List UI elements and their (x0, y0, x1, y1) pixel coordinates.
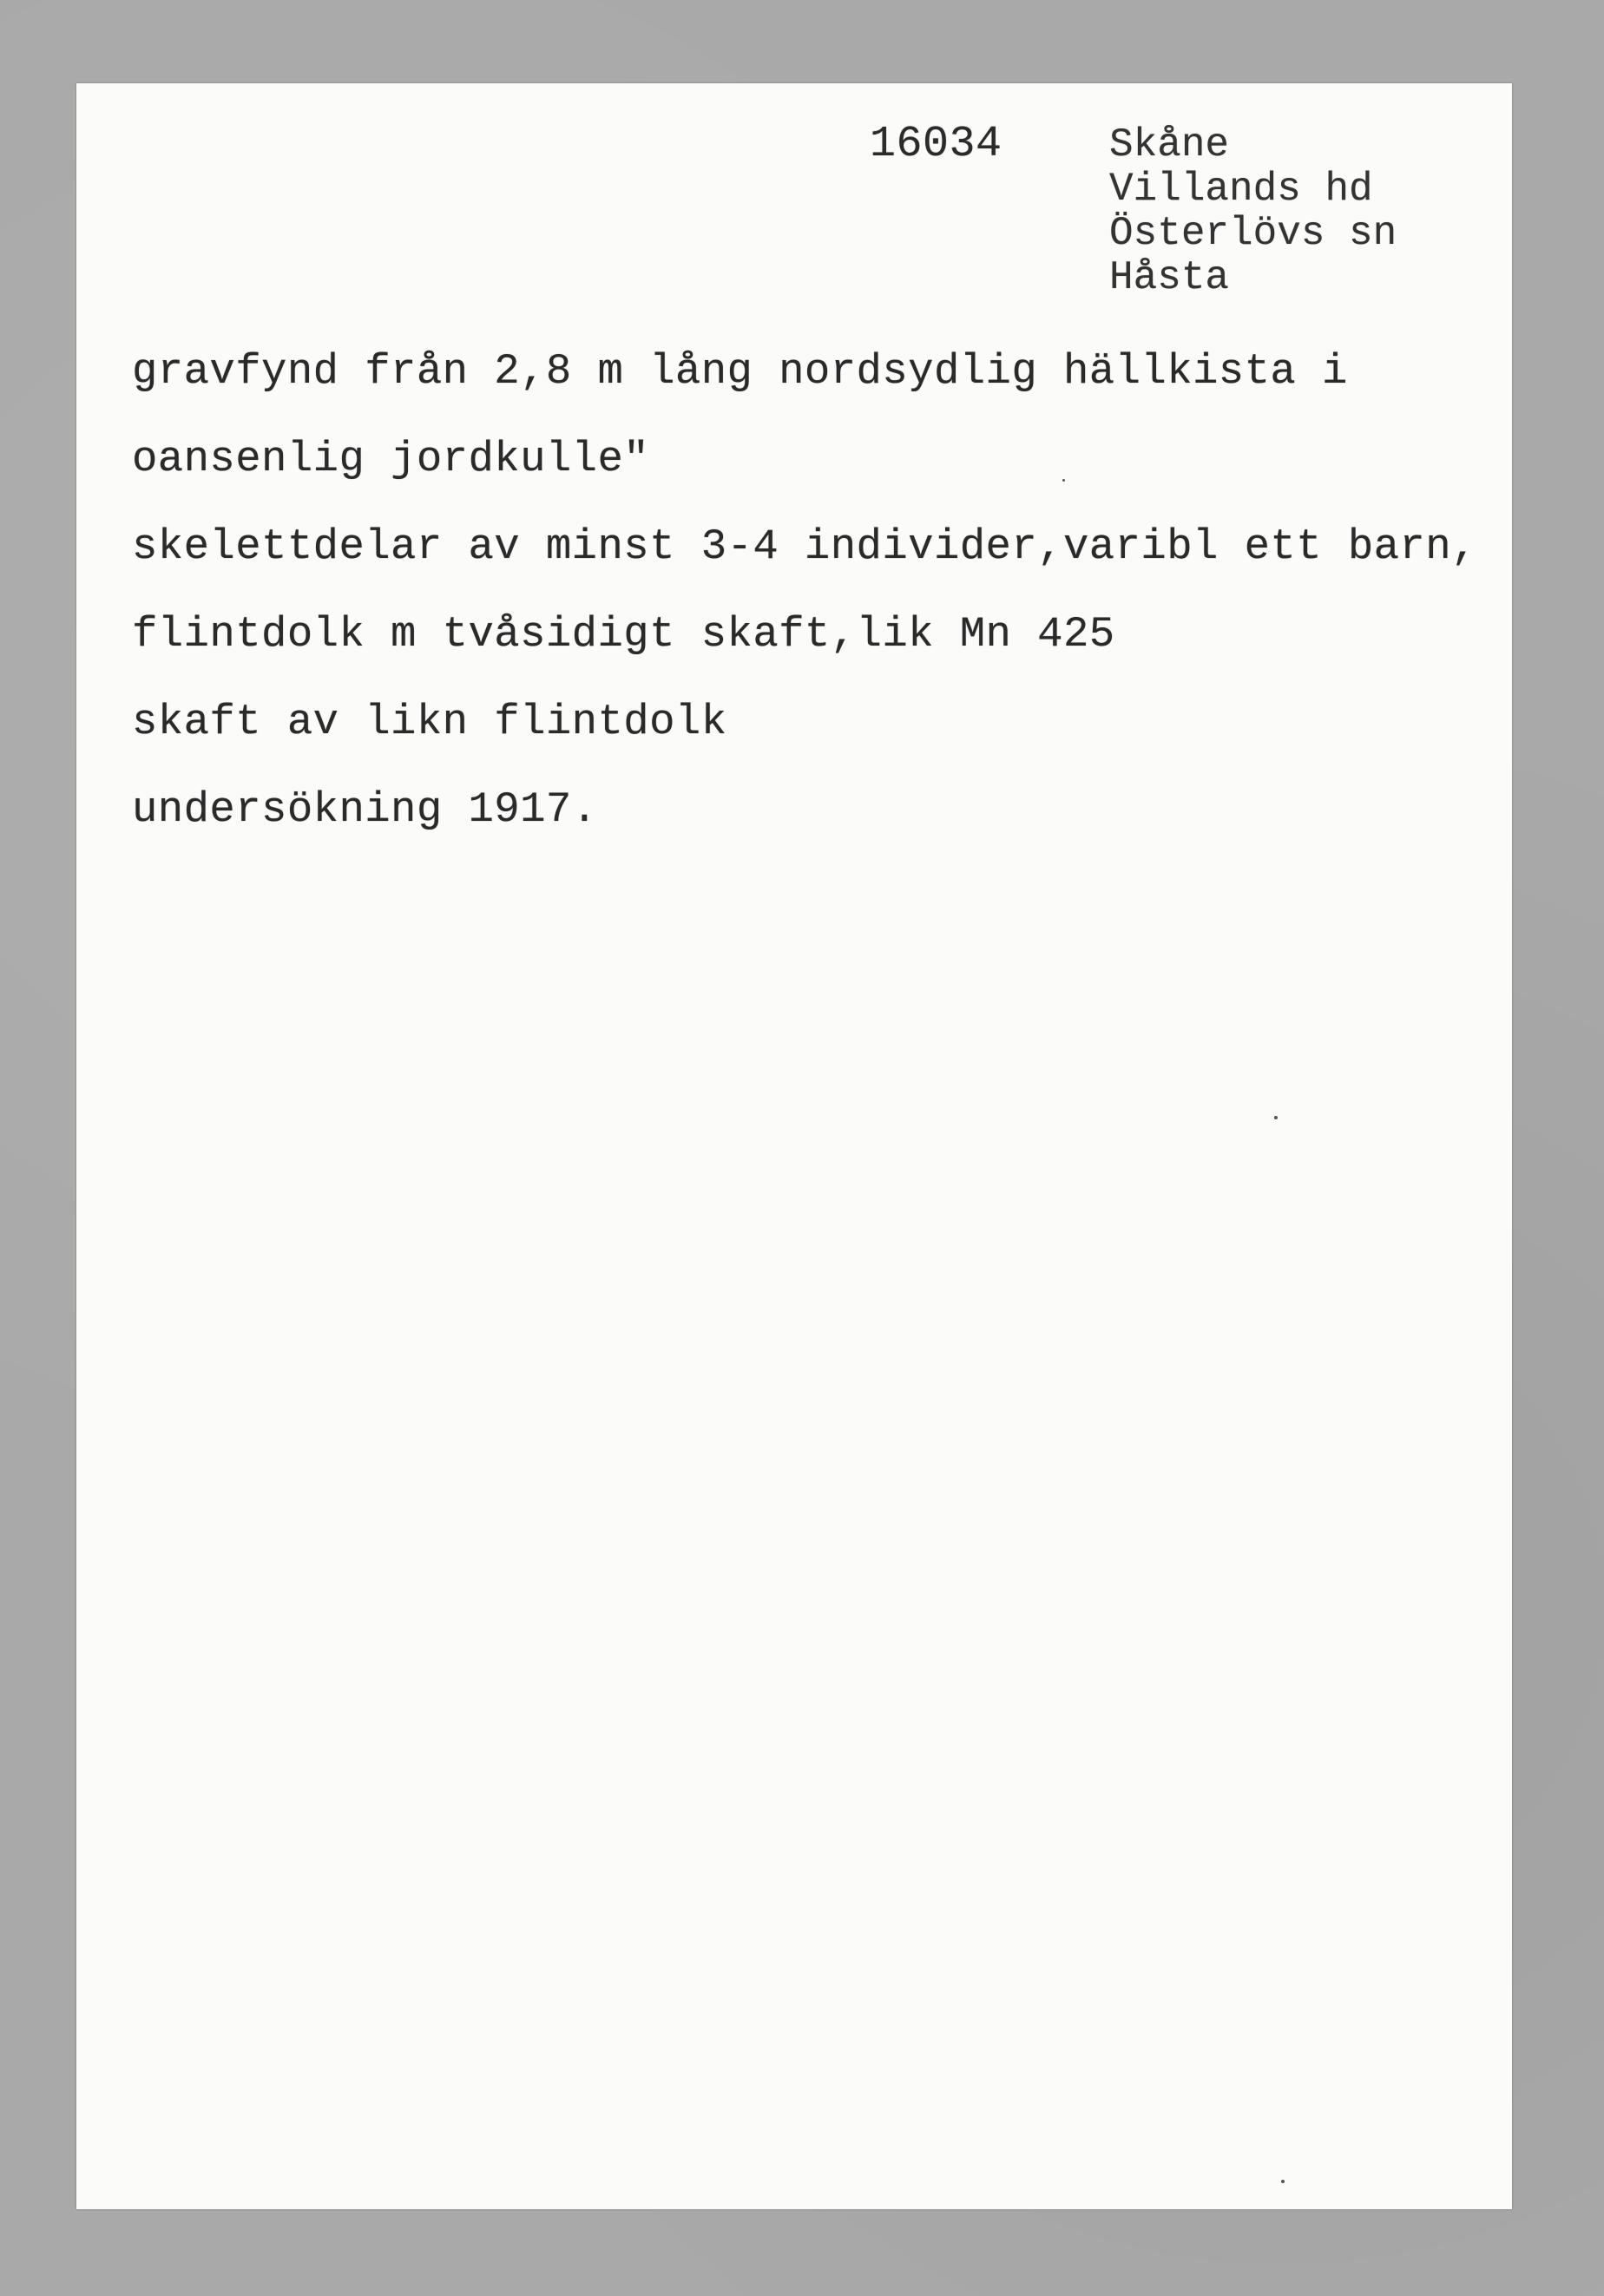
description-line: flintdolk m tvåsidigt skaft,lik Mn 425 (132, 610, 1115, 659)
location-site: Håsta (1109, 255, 1230, 300)
location-district: Villands hd (1109, 167, 1373, 212)
description-line: gravfynd från 2,8 m lång nordsydlig hällkista i (132, 347, 1348, 396)
location-province: Skåne (1109, 122, 1230, 167)
paper-speck (1274, 1116, 1278, 1119)
location-parish: Österlövs sn (1109, 211, 1397, 256)
description-line: oansenlig jordkulle" (132, 435, 650, 483)
paper-speck (1281, 2180, 1285, 2183)
card-description (132, 328, 1477, 854)
paper-speck (1062, 479, 1065, 482)
location-block (1109, 123, 1397, 300)
index-card (76, 83, 1512, 2209)
catalog-number: 16034 (870, 120, 1002, 169)
description-line: skaft av likn flintdolk (132, 698, 727, 746)
description-line: undersökning 1917. (132, 785, 598, 834)
description-line: skelettdelar av minst 3-4 individer,varibl ett barn, (132, 522, 1477, 571)
